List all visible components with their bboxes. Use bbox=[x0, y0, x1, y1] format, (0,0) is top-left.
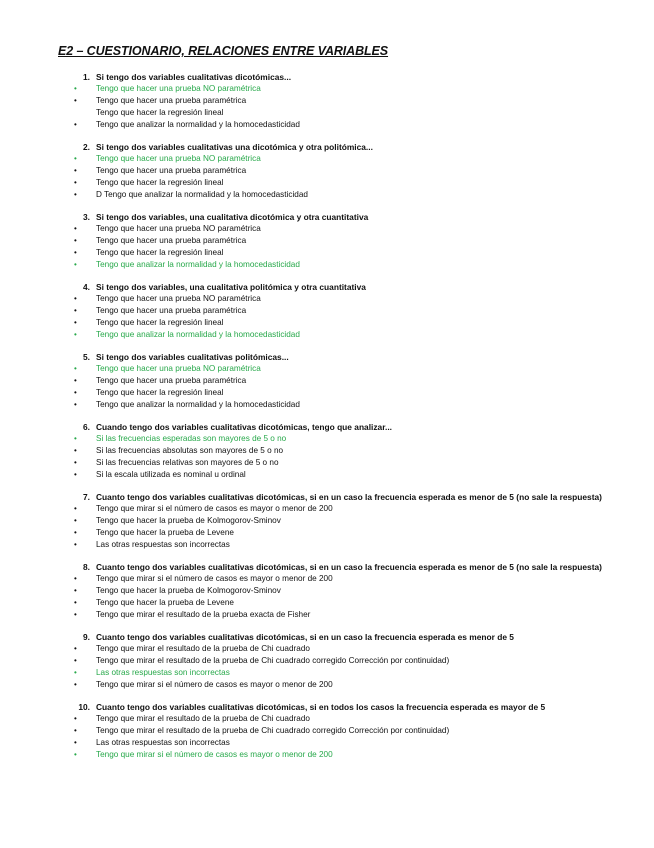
answer-option-text: Tengo que hacer la prueba de Levene bbox=[96, 528, 234, 537]
answer-options bbox=[58, 153, 614, 201]
answer-option bbox=[58, 643, 614, 655]
answer-option-text: Tengo que hacer la regresión lineal bbox=[96, 318, 224, 327]
bullet-icon: • bbox=[74, 120, 77, 129]
answer-option bbox=[58, 445, 614, 457]
question-block bbox=[58, 701, 614, 761]
answer-option bbox=[58, 107, 614, 119]
question-block bbox=[58, 211, 614, 271]
bullet-icon: • bbox=[74, 458, 77, 467]
question-block bbox=[58, 71, 614, 131]
answer-option-text: Tengo que analizar la normalidad y la homocedasticidad bbox=[96, 400, 300, 409]
answer-option-text: Si las frecuencias absolutas son mayores de 5 o no bbox=[96, 446, 284, 455]
answer-option-correct bbox=[58, 329, 614, 341]
answer-options bbox=[58, 433, 614, 481]
answer-option-correct bbox=[58, 667, 614, 679]
answer-option-text: Tengo que hacer una prueba paramétrica bbox=[96, 166, 247, 175]
answer-option bbox=[58, 679, 614, 691]
answer-option bbox=[58, 725, 614, 737]
bullet-icon: • bbox=[74, 750, 77, 759]
answer-option-text: Tengo que mirar si el número de casos es mayor o menor de 200 bbox=[96, 680, 333, 689]
bullet-icon: • bbox=[74, 714, 77, 723]
question-number: 7. bbox=[83, 492, 90, 502]
question-text: Cuanto tengo dos variables cualitativas dicotómicas, si en un caso la frecuencia esperada es menor de 5 (no sale la respuesta) bbox=[96, 492, 602, 502]
question-text: Cuanto tengo dos variables cualitativas dicotómicas, si en un caso la frecuencia esperada es menor de 5 bbox=[96, 632, 514, 642]
bullet-icon: • bbox=[74, 610, 77, 619]
answer-option bbox=[58, 387, 614, 399]
answer-option-text: Tengo que hacer la regresión lineal bbox=[96, 388, 224, 397]
answer-option-text: Tengo que hacer una prueba paramétrica bbox=[96, 376, 247, 385]
answer-options bbox=[58, 223, 614, 271]
answer-option bbox=[58, 305, 614, 317]
answer-option-text: Tengo que hacer una prueba NO paramétrica bbox=[96, 224, 261, 233]
answer-option-correct bbox=[58, 83, 614, 95]
answer-option bbox=[58, 457, 614, 469]
bullet-icon: • bbox=[74, 260, 77, 269]
bullet-icon: • bbox=[74, 434, 77, 443]
question-text: Si tengo dos variables cualitativas dicotómicas... bbox=[96, 72, 292, 82]
answer-options bbox=[58, 643, 614, 691]
answer-option bbox=[58, 235, 614, 247]
question-block bbox=[58, 421, 614, 481]
answer-option bbox=[58, 539, 614, 551]
question-heading bbox=[58, 631, 614, 643]
bullet-icon: • bbox=[74, 540, 77, 549]
question-number: 9. bbox=[83, 632, 90, 642]
answer-option-text: Tengo que analizar la normalidad y la homocedasticidad bbox=[96, 330, 300, 339]
bullet-icon: • bbox=[74, 400, 77, 409]
answer-option bbox=[58, 119, 614, 131]
bullet-icon: • bbox=[74, 388, 77, 397]
answer-options bbox=[58, 293, 614, 341]
answer-option-correct bbox=[58, 363, 614, 375]
question-block bbox=[58, 561, 614, 621]
answer-option-text: Tengo que hacer la regresión lineal bbox=[96, 108, 224, 117]
answer-option bbox=[58, 317, 614, 329]
bullet-icon: • bbox=[74, 294, 77, 303]
bullet-icon: • bbox=[74, 236, 77, 245]
question-number: 5. bbox=[83, 352, 90, 362]
answer-option-correct bbox=[58, 259, 614, 271]
answer-option-text: Tengo que hacer la prueba de Levene bbox=[96, 598, 234, 607]
question-heading bbox=[58, 701, 614, 713]
bullet-icon: • bbox=[74, 668, 77, 677]
answer-option-text: Tengo que analizar la normalidad y la homocedasticidad bbox=[96, 120, 300, 129]
answer-option-text: Las otras respuestas son incorrectas bbox=[96, 668, 230, 677]
question-text: Si tengo dos variables, una cualitativa politómica y otra cuantitativa bbox=[96, 282, 366, 292]
question-heading bbox=[58, 141, 614, 153]
answer-option bbox=[58, 655, 614, 667]
question-number: 6. bbox=[83, 422, 90, 432]
bullet-icon: • bbox=[74, 248, 77, 257]
answer-option bbox=[58, 177, 614, 189]
answer-option-text: Tengo que hacer una prueba NO paramétrica bbox=[96, 294, 261, 303]
answer-option bbox=[58, 95, 614, 107]
bullet-icon: • bbox=[74, 516, 77, 525]
bullet-icon: • bbox=[74, 504, 77, 513]
question-number: 2. bbox=[83, 142, 90, 152]
answer-option-text: Tengo que mirar el resultado de la prueba de Chi cuadrado bbox=[96, 714, 310, 723]
answer-option bbox=[58, 573, 614, 585]
answer-option-text: Tengo que hacer una prueba NO paramétrica bbox=[96, 84, 261, 93]
question-heading bbox=[58, 281, 614, 293]
question-text: Si tengo dos variables cualitativas una dicotómica y otra politómica... bbox=[96, 142, 373, 152]
question-heading bbox=[58, 71, 614, 83]
answer-option bbox=[58, 375, 614, 387]
question-text: Si tengo dos variables, una cualitativa dicotómica y otra cuantitativa bbox=[96, 212, 369, 222]
answer-option-text: Tengo que hacer una prueba NO paramétrica bbox=[96, 154, 261, 163]
question-number: 1. bbox=[83, 72, 90, 82]
answer-option-text: Tengo que mirar el resultado de la prueba exacta de Fisher bbox=[96, 610, 311, 619]
bullet-icon: • bbox=[74, 96, 77, 105]
question-heading bbox=[58, 351, 614, 363]
answer-option-text: Tengo que analizar la normalidad y la homocedasticidad bbox=[96, 260, 300, 269]
answer-option-text: Tengo que mirar el resultado de la prueba de Chi cuadrado corregido Corrección por continuidad) bbox=[96, 726, 450, 735]
answer-option bbox=[58, 737, 614, 749]
answer-option-text: Si las frecuencias esperadas son mayores de 5 o no bbox=[96, 434, 287, 443]
answer-option-text: Tengo que hacer una prueba paramétrica bbox=[96, 306, 247, 315]
answer-option bbox=[58, 399, 614, 411]
answer-option-text: Tengo que mirar si el número de casos es mayor o menor de 200 bbox=[96, 750, 333, 759]
answer-option-text: Tengo que mirar si el número de casos es mayor o menor de 200 bbox=[96, 504, 333, 513]
answer-option-text: Tengo que mirar si el número de casos es mayor o menor de 200 bbox=[96, 574, 333, 583]
answer-option-text: Tengo que hacer una prueba NO paramétrica bbox=[96, 364, 261, 373]
question-block bbox=[58, 491, 614, 551]
bullet-icon: • bbox=[74, 166, 77, 175]
answer-option bbox=[58, 515, 614, 527]
answer-options bbox=[58, 573, 614, 621]
answer-option-text: Tengo que hacer la regresión lineal bbox=[96, 248, 224, 257]
bullet-icon: • bbox=[74, 726, 77, 735]
question-heading bbox=[58, 211, 614, 223]
question-number: 3. bbox=[83, 212, 90, 222]
answer-option-text: D Tengo que analizar la normalidad y la homocedasticidad bbox=[96, 190, 308, 199]
question-heading bbox=[58, 561, 614, 573]
answer-option-text: Tengo que mirar el resultado de la prueba de Chi cuadrado bbox=[96, 644, 310, 653]
answer-option bbox=[58, 609, 614, 621]
answer-option bbox=[58, 527, 614, 539]
question-heading bbox=[58, 491, 614, 503]
answer-option-text: Tengo que mirar el resultado de la prueba de Chi cuadrado corregido Corrección por continuidad) bbox=[96, 656, 450, 665]
bullet-icon: • bbox=[74, 574, 77, 583]
answer-option bbox=[58, 503, 614, 515]
answer-option-text: Tengo que hacer una prueba paramétrica bbox=[96, 96, 247, 105]
bullet-icon: • bbox=[74, 656, 77, 665]
answer-options bbox=[58, 83, 614, 131]
answer-options bbox=[58, 713, 614, 761]
answer-option-text: Tengo que hacer la prueba de Kolmogorov-Sminov bbox=[96, 586, 281, 595]
answer-option bbox=[58, 585, 614, 597]
question-block bbox=[58, 351, 614, 411]
answer-option-correct bbox=[58, 153, 614, 165]
question-text: Cuanto tengo dos variables cualitativas dicotómicas, si en todos los casos la frecuencia esperada es mayor de 5 bbox=[96, 702, 546, 712]
bullet-icon: • bbox=[74, 318, 77, 327]
bullet-icon: • bbox=[74, 364, 77, 373]
answer-option-text: Si las frecuencias relativas son mayores de 5 o no bbox=[96, 458, 279, 467]
bullet-icon: • bbox=[74, 306, 77, 315]
bullet-icon: • bbox=[74, 644, 77, 653]
bullet-icon: • bbox=[74, 154, 77, 163]
bullet-icon: • bbox=[74, 190, 77, 199]
answer-option bbox=[58, 713, 614, 725]
question-text: Si tengo dos variables cualitativas politómicas... bbox=[96, 352, 289, 362]
bullet-icon: • bbox=[74, 470, 77, 479]
question-block bbox=[58, 281, 614, 341]
answer-option bbox=[58, 247, 614, 259]
bullet-icon: • bbox=[74, 528, 77, 537]
answer-option-text: Tengo que hacer la regresión lineal bbox=[96, 178, 224, 187]
question-block bbox=[58, 631, 614, 691]
answer-option-text: Las otras respuestas son incorrectas bbox=[96, 738, 230, 747]
question-list bbox=[58, 71, 614, 761]
answer-option-correct bbox=[58, 749, 614, 761]
answer-option bbox=[58, 223, 614, 235]
bullet-icon: • bbox=[74, 446, 77, 455]
question-number: 10. bbox=[78, 702, 90, 712]
answer-option-text: Tengo que hacer una prueba paramétrica bbox=[96, 236, 247, 245]
answer-option-text: Las otras respuestas son incorrectas bbox=[96, 540, 230, 549]
bullet-icon: • bbox=[74, 330, 77, 339]
bullet-icon: • bbox=[74, 598, 77, 607]
document-title: E2 – CUESTIONARIO, RELACIONES ENTRE VARIABLES bbox=[58, 44, 389, 58]
bullet-icon: • bbox=[74, 178, 77, 187]
bullet-icon: • bbox=[74, 224, 77, 233]
answer-option-correct bbox=[58, 433, 614, 445]
answer-options bbox=[58, 503, 614, 551]
bullet-icon: • bbox=[74, 680, 77, 689]
answer-option bbox=[58, 293, 614, 305]
answer-option bbox=[58, 469, 614, 481]
bullet-icon: • bbox=[74, 738, 77, 747]
answer-option-text: Si la escala utilizada es nominal u ordinal bbox=[96, 470, 246, 479]
bullet-icon: • bbox=[74, 376, 77, 385]
answer-option bbox=[58, 165, 614, 177]
answer-option-text: Tengo que hacer la prueba de Kolmogorov-Sminov bbox=[96, 516, 281, 525]
question-text: Cuanto tengo dos variables cualitativas dicotómicas, si en un caso la frecuencia esperada es menor de 5 (no sale la respuesta) bbox=[96, 562, 602, 572]
question-number: 8. bbox=[83, 562, 90, 572]
bullet-icon: • bbox=[74, 84, 77, 93]
question-block bbox=[58, 141, 614, 201]
question-number: 4. bbox=[83, 282, 90, 292]
bullet-icon: • bbox=[74, 586, 77, 595]
answer-option bbox=[58, 189, 614, 201]
question-heading bbox=[58, 421, 614, 433]
question-text: Cuando tengo dos variables cualitativas dicotómicas, tengo que analizar... bbox=[96, 422, 392, 432]
answer-options bbox=[58, 363, 614, 411]
answer-option bbox=[58, 597, 614, 609]
